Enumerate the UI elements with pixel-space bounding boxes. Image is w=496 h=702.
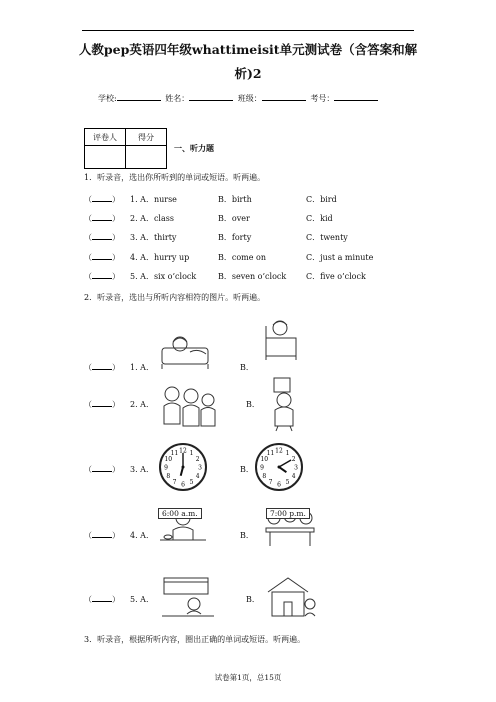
clock-number: 9 — [164, 464, 168, 472]
name-label: 姓名： — [165, 94, 190, 103]
answer-paren[interactable]: （ ） — [84, 531, 120, 540]
clock-number: 10 — [260, 456, 269, 463]
option-a[interactable]: 2. A．class — [130, 214, 174, 223]
option-b[interactable]: B．forty — [218, 233, 252, 242]
answer-paren[interactable]: （ ） — [84, 595, 120, 604]
clock-number: 8 — [166, 473, 171, 480]
clock-number: 3 — [294, 464, 298, 472]
option-b[interactable]: B．seven o’clock — [218, 272, 287, 281]
clock-number: 11 — [266, 449, 275, 457]
school-label: 学校: — [98, 94, 117, 103]
option-a-label[interactable]: 1. A． — [130, 363, 154, 372]
option-b-picture[interactable] — [262, 316, 300, 362]
option-b[interactable]: B．birth — [218, 195, 252, 204]
option-a-picture[interactable] — [158, 572, 218, 620]
clock-number: 9 — [260, 464, 264, 472]
student-info-line — [98, 92, 380, 104]
option-b-label[interactable]: B． — [240, 465, 254, 474]
answer-paren[interactable]: （ ） — [84, 253, 120, 262]
clock-number: 10 — [164, 456, 173, 463]
school-blank[interactable] — [117, 92, 161, 101]
header-rule — [82, 30, 414, 31]
q1-instruction: 1．听录音，选出你所听到的单词或短语。听两遍。 — [84, 173, 266, 182]
class-blank[interactable] — [262, 92, 306, 101]
option-a[interactable]: 1. A．nurse — [130, 195, 177, 204]
option-b-label[interactable]: B． — [240, 531, 254, 540]
option-a-picture[interactable] — [158, 382, 220, 430]
clock-number: 1 — [189, 449, 194, 457]
time-sign-pm: 7:00 p.m. — [266, 508, 310, 519]
answer-paren[interactable]: （ ） — [84, 233, 120, 242]
clock-number: 11 — [170, 449, 179, 457]
clock-number: 4 — [291, 473, 296, 480]
page-footer: 试卷第1页，总15页 — [214, 673, 282, 682]
clock-number: 4 — [195, 473, 200, 480]
clock-number: 7 — [172, 479, 177, 487]
clock-number: 12 — [179, 447, 187, 455]
option-b-label[interactable]: B． — [246, 400, 260, 409]
option-a-clock-image[interactable] — [158, 442, 208, 492]
clock-number: 2 — [195, 456, 200, 463]
option-a-label[interactable]: 2. A． — [130, 400, 154, 409]
q2-instruction: 2．听录音，选出与所听内容相符的图片。听两遍。 — [84, 293, 266, 302]
option-a[interactable]: 4. A．hurry up — [130, 253, 190, 262]
score-header: 得分 — [126, 129, 167, 146]
clock-number: 12 — [275, 447, 283, 455]
document-title: 人教pep英语四年级whattimeisit单元测试卷（含答案和解 — [78, 42, 418, 57]
score-table — [84, 128, 167, 169]
clock-number: 6 — [277, 481, 281, 489]
answer-paren[interactable]: （ ） — [84, 363, 120, 372]
option-c[interactable]: C．twenty — [306, 233, 348, 242]
answer-paren[interactable]: （ ） — [84, 214, 120, 223]
section-heading: 一、听力题 — [174, 143, 214, 153]
option-c[interactable]: C．just a minute — [306, 253, 374, 262]
name-blank[interactable] — [189, 92, 233, 101]
answer-paren[interactable]: （ ） — [84, 400, 120, 409]
option-b[interactable]: B．over — [218, 214, 250, 223]
clock-number: 2 — [291, 456, 296, 463]
option-a-picture[interactable] — [160, 330, 210, 370]
option-a-label[interactable]: 4. A． — [130, 531, 154, 540]
option-c[interactable]: C．bird — [306, 195, 337, 204]
answer-paren[interactable]: （ ） — [84, 195, 120, 204]
option-b-label[interactable]: B． — [240, 363, 254, 372]
clock-number: 5 — [285, 479, 290, 487]
option-b-label[interactable]: B． — [246, 595, 260, 604]
exam-no-blank[interactable] — [334, 92, 378, 101]
document-title-cont: 析)2 — [234, 66, 262, 81]
option-a-label[interactable]: 3. A． — [130, 465, 154, 474]
answer-paren[interactable]: （ ） — [84, 272, 120, 281]
option-c[interactable]: C．kid — [306, 214, 333, 223]
option-b[interactable]: B．come on — [218, 253, 267, 262]
class-label: 班级： — [237, 94, 262, 103]
option-b-clock-image[interactable] — [254, 442, 304, 492]
reviewer-cell[interactable] — [85, 146, 126, 169]
clock-number: 3 — [198, 464, 202, 472]
answer-paren[interactable]: （ ） — [84, 465, 120, 474]
q3-instruction: 3．听录音，根据所听内容，圈出正确的单词或短语。听两遍。 — [84, 635, 306, 644]
option-a[interactable]: 5. A．six o’clock — [130, 272, 197, 281]
option-b-picture[interactable] — [264, 376, 304, 432]
option-b-picture[interactable] — [264, 572, 318, 622]
reviewer-header: 评卷人 — [85, 129, 126, 146]
option-a-label[interactable]: 5. A． — [130, 595, 154, 604]
clock-number: 8 — [262, 473, 267, 480]
option-a[interactable]: 3. A．thirty — [130, 233, 177, 242]
exam-no-label: 考号： — [310, 94, 335, 103]
clock-number: 7 — [268, 479, 273, 487]
clock-number: 5 — [189, 479, 194, 487]
clock-number: 6 — [181, 481, 185, 489]
time-sign-am: 6:00 a.m. — [158, 508, 202, 519]
option-c[interactable]: C．five o’clock — [306, 272, 366, 281]
clock-number: 1 — [285, 449, 290, 457]
score-cell[interactable] — [126, 146, 167, 169]
